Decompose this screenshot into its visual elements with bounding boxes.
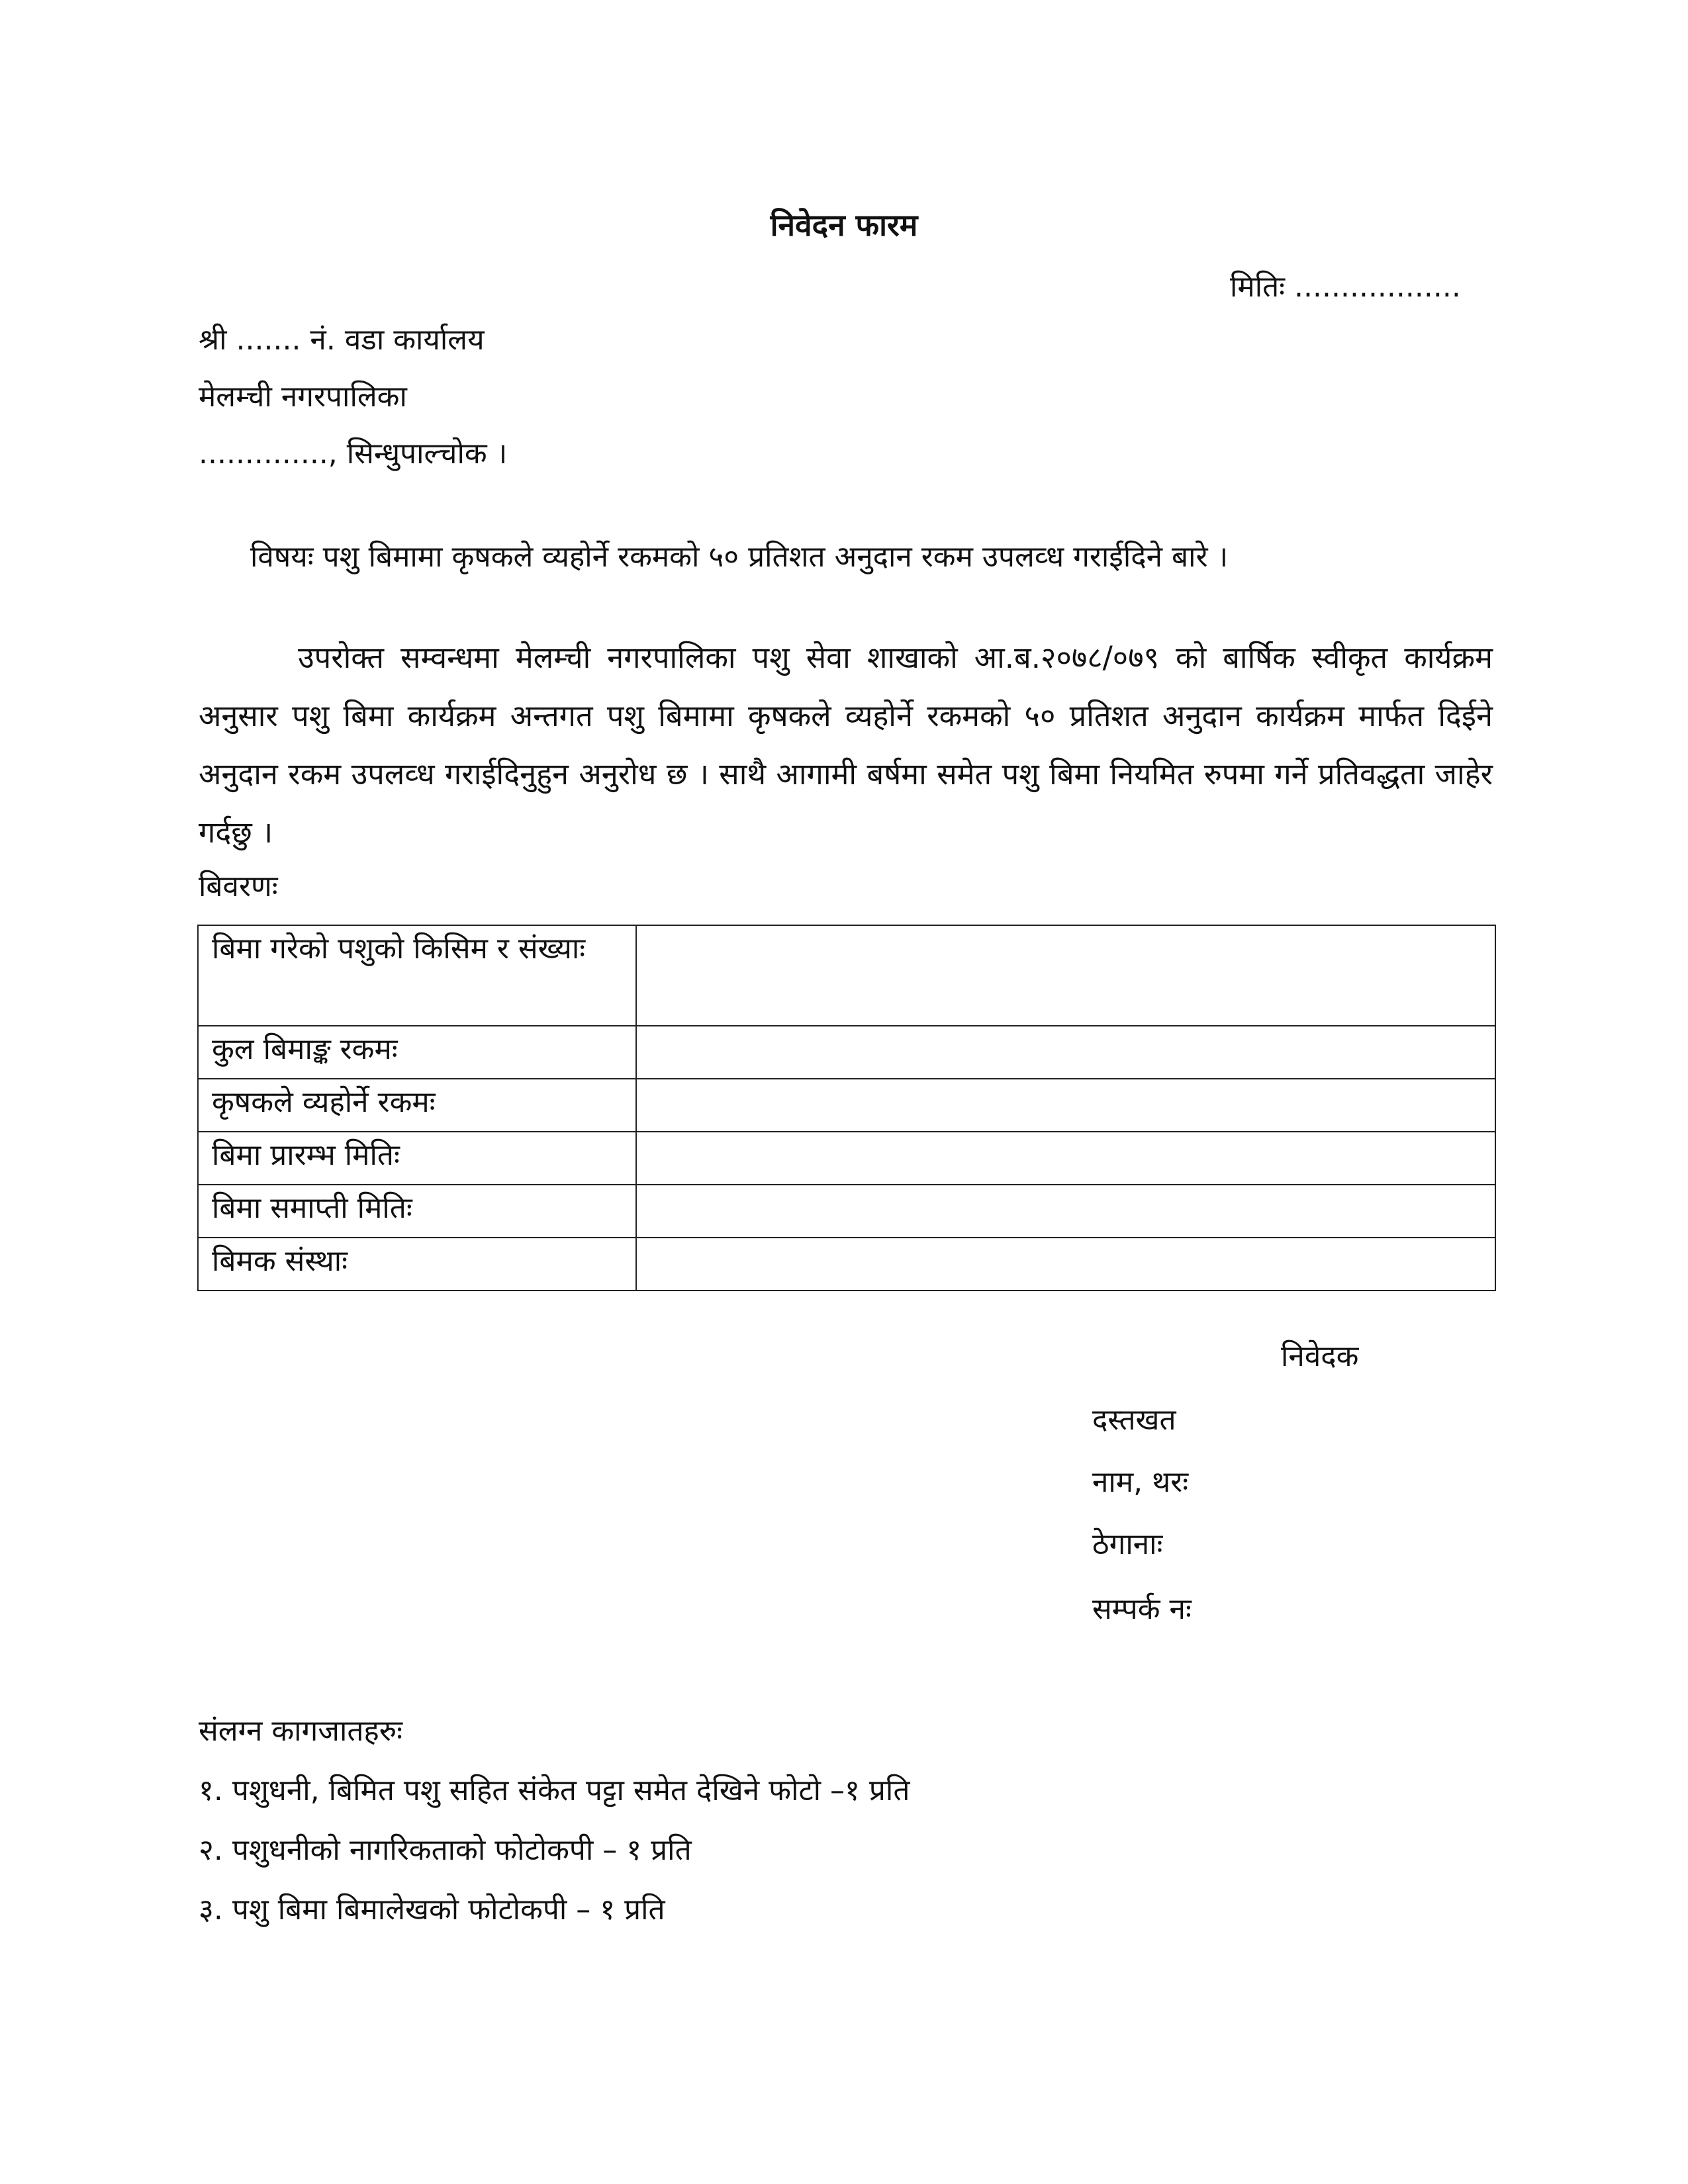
row-label: बिमा गरेको पशुको किसिम र संख्याः xyxy=(198,925,636,1026)
date-line: मितिः .................. xyxy=(1230,270,1461,304)
table-row xyxy=(198,1185,1495,1238)
row-value-cell xyxy=(636,1026,1495,1079)
details-table xyxy=(197,925,1496,1291)
table-row xyxy=(198,925,1495,1026)
row-label: बिमक संस्थाः xyxy=(198,1238,636,1291)
recipient-district: .............., सिन्धुपाल्चोक । xyxy=(199,437,508,471)
attachment-item: ३. पशु बिमा बिमालेखको फोटोकपी – १ प्रति xyxy=(199,1893,665,1927)
table-row xyxy=(198,1132,1495,1185)
row-value-cell xyxy=(636,1079,1495,1132)
table-row xyxy=(198,1079,1495,1132)
row-label: कृषकले व्यहोर्ने रकमः xyxy=(198,1079,636,1132)
row-label: बिमा समाप्ती मितिः xyxy=(198,1185,636,1238)
row-value-cell xyxy=(636,925,1495,1026)
row-label: बिमा प्रारम्भ मितिः xyxy=(198,1132,636,1185)
signature-label: दस्तखत xyxy=(1092,1403,1176,1437)
table-row xyxy=(198,1026,1495,1079)
table-row xyxy=(198,1238,1495,1291)
subject-line: विषयः पशु बिमामा कृषकले व्यहोर्ने रकमको ५० प्रतिशत अनुदान रकम उपलव्ध गराईदिने बारे । xyxy=(250,540,1229,574)
row-value-cell xyxy=(636,1238,1495,1291)
attachments-heading: संलग्न कागजातहरुः xyxy=(199,1714,402,1748)
form-title: निवेदन फारम xyxy=(770,207,918,243)
name-label: नाम, थरः xyxy=(1092,1465,1189,1499)
applicant-heading: निवेदक xyxy=(1281,1340,1359,1373)
details-heading: बिवरणः xyxy=(199,870,278,903)
attachment-item: २. पशुधनीको नागरिकताको फोटोकपी – १ प्रति xyxy=(199,1833,692,1867)
attachment-item: १. पशुधनी, बिमित पशु सहित संकेत पट्टा समेत देखिने फोटो –१ प्रति xyxy=(199,1774,910,1807)
address-label: ठेगानाः xyxy=(1092,1527,1163,1561)
recipient-municipality: मेलम्ची नगरपालिका xyxy=(199,380,407,414)
body-paragraph: उपरोक्त सम्वन्धमा मेलम्ची नगरपालिका पशु सेवा शाखाको आ.ब.२०७८/०७९ को बार्षिक स्वीकृत कार्यक्रम अनुसार पशु बिमा कार्यक्रम अन्तगत पशु बिमामा कृषकले व्यहोर्ने रकमको ५० प्रतिशत अनुदान कार्यक्रम मार्फत दिईने अनुदान रकम उपलव्ध गराईदिनुहुन अनुरोध छ । साथै आगामी बर्षमा समेत पशु बिमा नियमित रुपमा गर्ने प्रतिवद्धता जाहेर गर्दछु । xyxy=(199,640,1493,850)
row-value-cell xyxy=(636,1132,1495,1185)
row-value-cell xyxy=(636,1185,1495,1238)
recipient-office: श्री ....... नं. वडा कार्यालय xyxy=(199,323,485,357)
row-label: कुल बिमाङ्क रकमः xyxy=(198,1026,636,1079)
contact-label: सम्पर्क नः xyxy=(1092,1592,1192,1626)
